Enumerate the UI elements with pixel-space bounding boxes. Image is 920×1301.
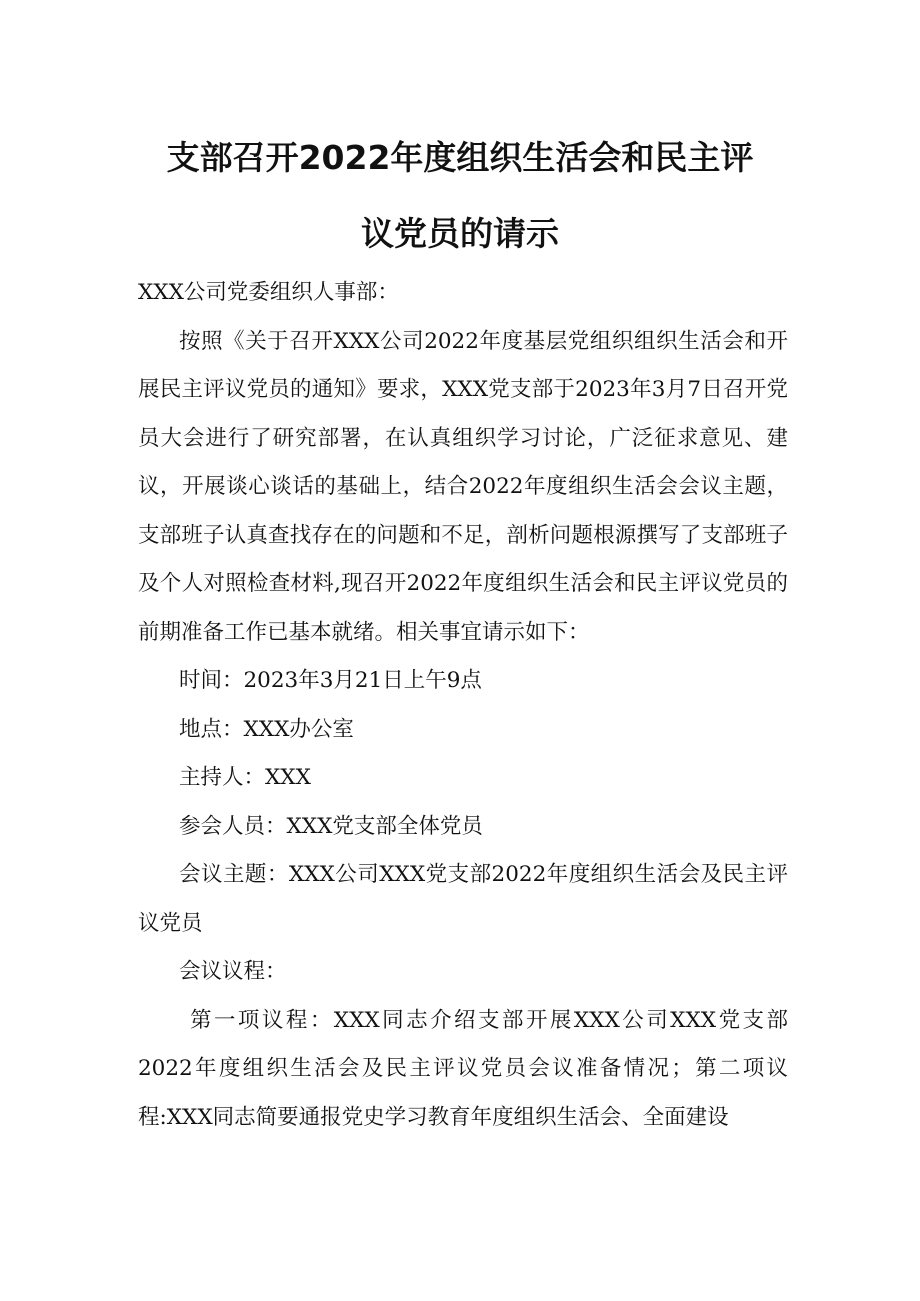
paragraph-request: 按照《关于召开XXX公司2022年度基层党组织组织生活会和开展民主评议党员的通知》要求，XXX党支部于2023年3月7日召开党员大会进行了研究部署，在认真组织学习讨论，广泛征求意见、建议，开展谈心谈话的基础上，结合2022年度组织生活会会议主题，支部班子认真查找存在的问题和不足，剖析问题根源撰写了支部班子及个人对照检查材料,现召开2022年度组织生活会和民主评议党员的前期准备工作已基本就绪。相关事宜请示如下： xyxy=(138,328,788,645)
meeting-theme: 会议主题：XXX公司XXX党支部2022年度组织生活会及民主评议党员 xyxy=(138,862,788,936)
document-body xyxy=(138,269,788,1142)
document-title-line-2: 议党员的请示 xyxy=(361,214,559,253)
salutation: XXX公司党委组织人事部： xyxy=(138,280,399,305)
meeting-time: 时间：2023年3月21日上午9点 xyxy=(179,668,482,693)
agenda-items: 第一项议程：XXX同志介绍支部开展XXX公司XXX党支部2022年度组织生活会及民主评议党员会议准备情况；第二项议程:XXX同志简要通报党史学习教育年度组织生活会、全面建设 xyxy=(138,1007,788,1130)
agenda-heading: 会议议程： xyxy=(179,959,287,984)
meeting-host: 主持人：XXX xyxy=(179,765,311,790)
document-title-line-1: 支部召开2022年度组织生活会和民主评 xyxy=(166,138,754,177)
meeting-location: 地点：XXX办公室 xyxy=(179,716,354,742)
meeting-attendees: 参会人员：XXX党支部全体党员 xyxy=(179,813,483,839)
